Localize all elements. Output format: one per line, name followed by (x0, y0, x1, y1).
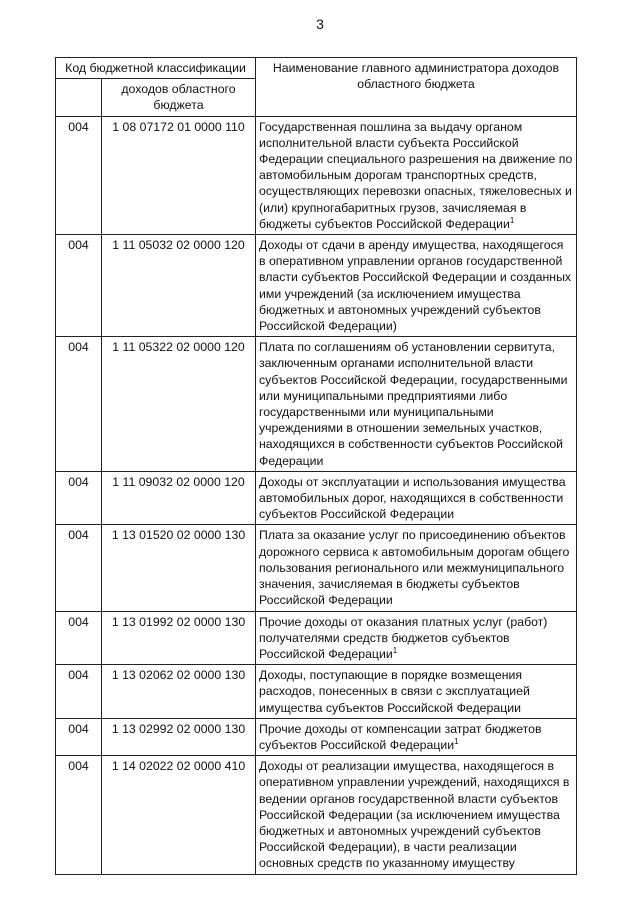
income-code-cell: 1 13 01992 02 0000 130 (102, 611, 256, 665)
income-name-cell (256, 235, 577, 337)
admin-code-cell: 004 (56, 471, 102, 525)
table-header-row (56, 58, 577, 79)
table-row (56, 756, 577, 874)
budget-classification-table (55, 57, 577, 875)
income-name-cell (256, 665, 577, 719)
header-administrator-name: Наименование главного администратора доходов областного бюджета (256, 58, 577, 117)
income-name-cell (256, 718, 577, 755)
table-row (56, 525, 577, 611)
income-code-cell: 1 11 05322 02 0000 120 (102, 337, 256, 472)
income-code-cell: 1 13 01520 02 0000 130 (102, 525, 256, 611)
income-name-text: Государственная пошлина за выдачу органом исполнительной власти субъекта Российской Федерации специального разрешения на движение по автомобильным дорогам транспортных средств, осуществляющих перевозки опасных, тяжеловесных и (или) крупногабаритных грузов, зачисляемая в бюджеты субъектов Российской Федерации (259, 119, 573, 231)
income-name-text: Доходы от эксплуатации и использования имущества автомобильных дорог, находящихся в собственности субъектов Российской Федерации (259, 474, 566, 522)
table-row (56, 337, 577, 472)
admin-code-cell: 004 (56, 235, 102, 337)
table-row (56, 235, 577, 337)
table-row (56, 471, 577, 525)
income-name-cell (256, 116, 577, 234)
footnote-marker: 1 (392, 645, 398, 655)
income-name-text: Доходы, поступающие в порядке возмещения расходов, понесенных в связи с эксплуатацией имущества субъектов Российской Федерации (259, 668, 530, 715)
income-name-text: Доходы от сдачи в аренду имущества, находящегося в оперативном управлении органов государственной власти субъектов Российской Федерации и созданных ими учреждений (за исключением имущества бюджетных и автономных учреждений субъектов Российской Федерации) (259, 238, 572, 334)
income-name-text: Доходы от реализации имущества, находящегося в оперативном управлении учреждений, находящихся в ведении органов государственной власти субъектов Российской Федерации (за исключением имущества бюджетных и автономных учреждений субъектов Российской Федерации), в части реализации основных средств по указанному имуществу (259, 759, 570, 871)
income-name-cell (256, 337, 577, 472)
income-name-cell (256, 471, 577, 525)
header-blank-cell (56, 79, 102, 116)
income-name-text: Прочие доходы от оказания платных услуг (работ) получателями средств бюджетов субъектов Российской Федерации (259, 614, 548, 661)
income-code-cell: 1 11 09032 02 0000 120 (102, 471, 256, 525)
header-budget-code-group: Код бюджетной классификации (56, 58, 256, 79)
income-name-cell (256, 525, 577, 611)
income-name-text: Плата по соглашениям об установлении сервитута, заключенным органами исполнительной власти субъектов Российской Федерации, государственными или муниципальными предприятиями либо государственными или муниципальными учреждениями в отношении земельных участков, находящихся в собственности субъектов Российской Федерации (259, 340, 568, 468)
income-name-text: Плата за оказание услуг по присоединению объектов дорожного сервиса к автомобильным дорогам общего пользования регионального или межмуниципального значения, зачисляемая в бюджеты субъектов Российской Федерации (259, 528, 570, 608)
income-code-cell: 1 13 02992 02 0000 130 (102, 718, 256, 755)
admin-code-cell: 004 (56, 525, 102, 611)
table-row (56, 116, 577, 234)
income-name-cell (256, 756, 577, 874)
income-code-cell: 1 08 07172 01 0000 110 (102, 116, 256, 234)
footnote-marker: 1 (509, 215, 515, 225)
admin-code-cell: 004 (56, 337, 102, 472)
admin-code-cell: 004 (56, 756, 102, 874)
table-row (56, 718, 577, 755)
admin-code-cell: 004 (56, 611, 102, 665)
income-name-cell (256, 611, 577, 665)
admin-code-cell: 004 (56, 718, 102, 755)
income-name-text: Прочие доходы от компенсации затрат бюджетов субъектов Российской Федерации (259, 721, 542, 752)
income-code-cell: 1 14 02022 02 0000 410 (102, 756, 256, 874)
table-row (56, 611, 577, 665)
income-code-cell: 1 11 05032 02 0000 120 (102, 235, 256, 337)
footnote-marker: 1 (454, 736, 459, 746)
header-income-code: доходов областного бюджета (102, 79, 256, 116)
income-code-cell: 1 13 02062 02 0000 130 (102, 665, 256, 719)
page-number: 3 (316, 16, 324, 32)
admin-code-cell: 004 (56, 116, 102, 234)
table-row (56, 665, 577, 719)
table-body (56, 116, 577, 874)
admin-code-cell: 004 (56, 665, 102, 719)
